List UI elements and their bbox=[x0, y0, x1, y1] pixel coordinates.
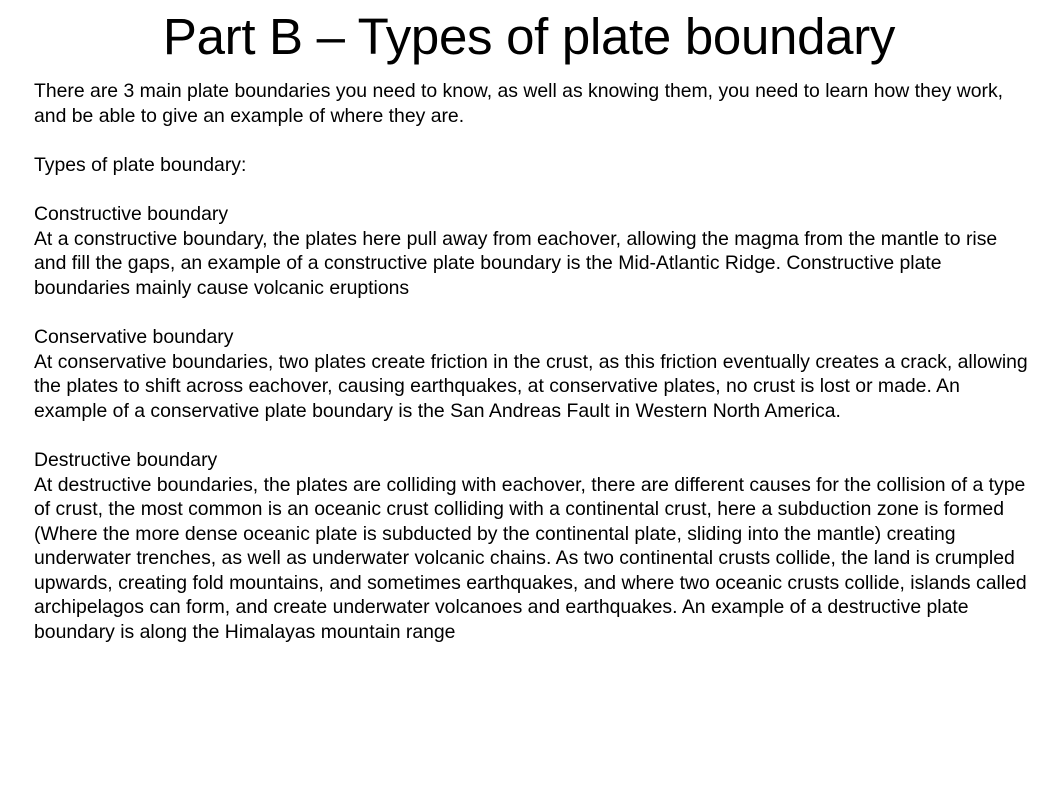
conservative-text: At conservative boundaries, two plates create friction in the crust, as this friction eventually creates a crack, allowing the plates to shift across eachover, causing earthquakes, at conservative plates, no crust is lost or made. An example of a conservative plate boundary is the San Andreas Fault in Western North America. bbox=[34, 350, 1028, 422]
slide-title: Part B – Types of plate boundary bbox=[162, 8, 896, 65]
intro-paragraph: There are 3 main plate boundaries you need to know, as well as knowing them, you need to learn how they work, and be able to give an example of where they are. bbox=[34, 80, 1004, 127]
destructive-text: At destructive boundaries, the plates are colliding with eachover, there are different causes for the collision of a type of crust, the most common is an oceanic crust colliding with a continental crust, here a subduction zone is formed (Where the more dense oceanic plate is subducted by the continental plate, sliding into the mantle) creating underwater trenches, as well as underwater volcanic chains. As two continental crusts collide, the land is crumpled upwards, creating fold mountains, and sometimes earthquakes, and where two oceanic crusts collide, islands called archipelagos can form, and create underwater volcanoes and earthquakes. An example of a destructive plate boundary is along the Himalayas mountain range bbox=[34, 473, 1027, 644]
types-heading: Types of plate boundary: bbox=[34, 153, 247, 176]
slide-body bbox=[34, 79, 1034, 645]
spacer bbox=[34, 177, 1034, 202]
conservative-heading: Conservative boundary bbox=[34, 325, 234, 348]
destructive-heading: Destructive boundary bbox=[34, 448, 218, 471]
constructive-heading: Constructive boundary bbox=[34, 202, 229, 225]
spacer bbox=[34, 300, 1034, 325]
spacer bbox=[34, 128, 1034, 153]
spacer bbox=[34, 423, 1034, 448]
constructive-text: At a constructive boundary, the plates here pull away from eachover, allowing the magma from the mantle to rise and fill the gaps, an example of a constructive plate boundary is the Mid-Atlantic Ridge. Constructive plate boundaries mainly cause volcanic eruptions bbox=[34, 227, 998, 299]
